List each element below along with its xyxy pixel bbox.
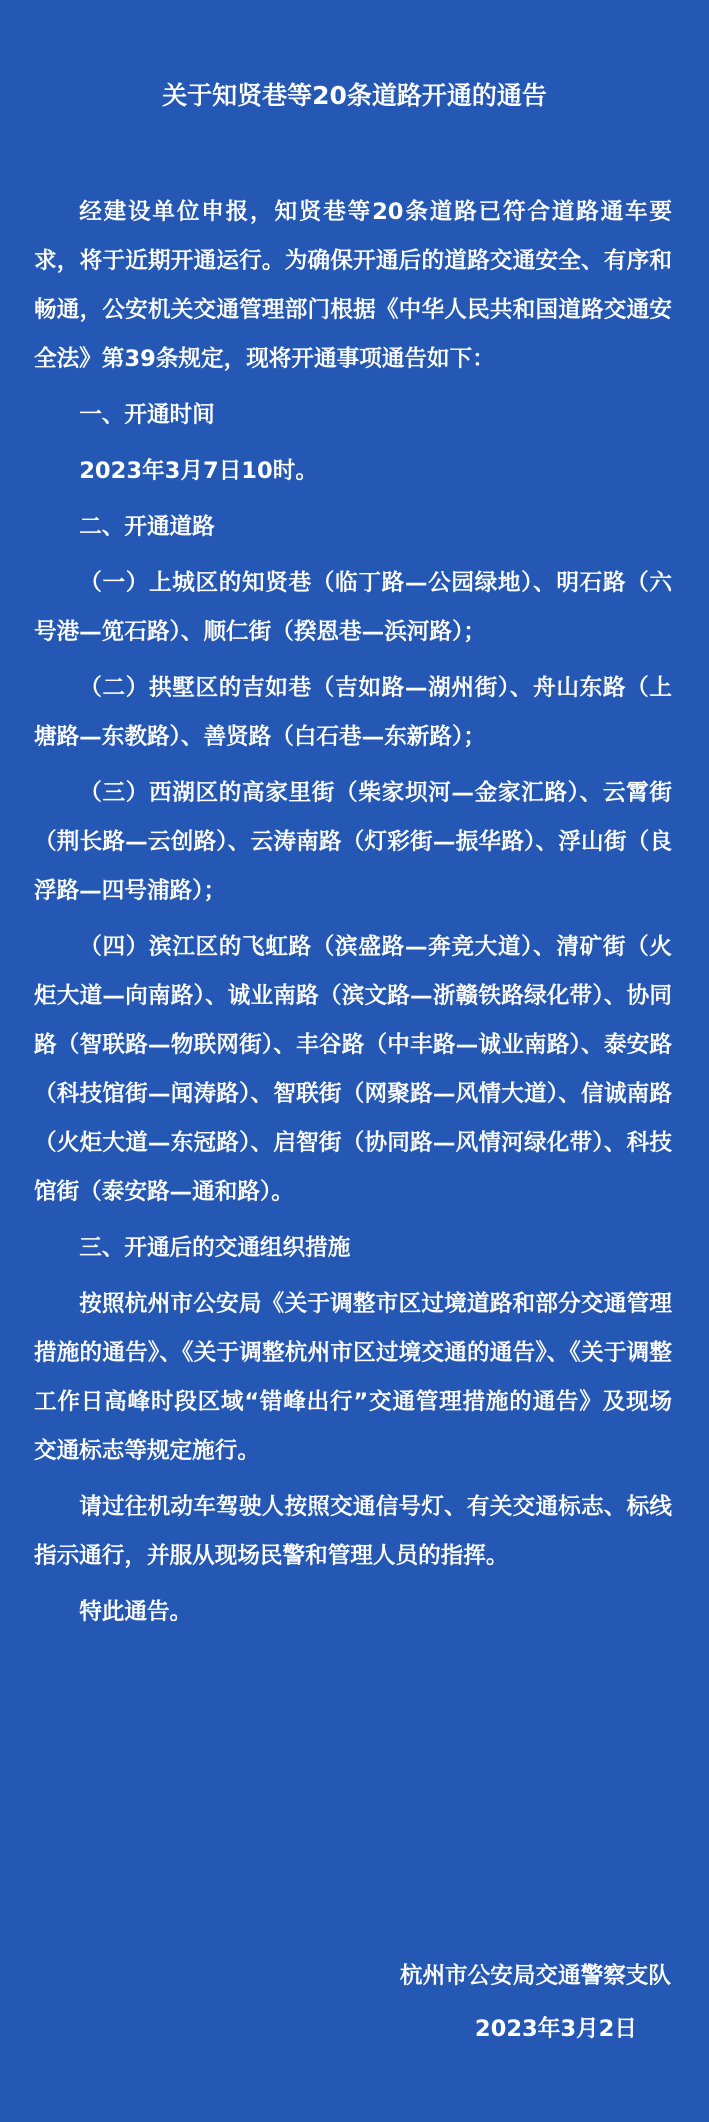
intro-paragraph: 经建设单位申报，知贤巷等20条道路已符合道路通车要求，将于近期开通运行。为确保开通后的道路交通安全、有序和畅通，公安机关交通管理部门根据《中华人民共和国道路交通安全法》第39条规定，现将开通事项通告如下： (34, 199, 672, 372)
section-heading-time: 一、开通时间 (79, 402, 215, 428)
measures-paragraph: 按照杭州市公安局《关于调整市区过境道路和部分交通管理措施的通告》、《关于调整杭州市区过境交通的通告》、《关于调整工作日高峰时段区域“错峰出行”交通管理措施的通告》及现场交通标志等规定施行。 (34, 1291, 672, 1464)
roads-xihu-paragraph: （三）西湖区的高家里街（柴家坝河—金家汇路）、云霄街（荆长路—云创路）、云涛南路（灯彩街—振华路）、浮山街（良浮路—四号浦路）； (34, 780, 672, 904)
roads-shangcheng-paragraph: （一）上城区的知贤巷（临丁路—公园绿地）、明石路（六号港—笕石路）、顺仁街（揆恩巷—浜河路）； (34, 570, 672, 645)
section-heading-measures: 三、开通后的交通组织措施 (79, 1235, 351, 1261)
roads-gongshu-paragraph: （二）拱墅区的吉如巷（吉如路—湖州街）、舟山东路（上塘路—东教路）、善贤路（白石巷—东新路）； (34, 675, 672, 750)
roads-binjiang-paragraph: （四）滨江区的飞虹路（滨盛路—奔竞大道）、清矿街（火炬大道—向南路）、诚业南路（滨文路—浙赣铁路绿化带）、协同路（智联路—物联网街）、丰谷路（中丰路—诚业南路）、泰安路（科技馆街—闻涛路）、智联街（网聚路—风情大道）、信诚南路（火炬大道—东冠路）、启智街（协同路—风情河绿化带）、科技馆街（泰安路—通和路）。 (34, 934, 672, 1205)
signature-block (400, 1950, 671, 2056)
opening-time-paragraph: 2023年3月7日10时。 (79, 458, 318, 484)
section-heading-roads: 二、开通道路 (79, 514, 215, 540)
issuer-name: 杭州市公安局交通警察支队 (399, 1963, 671, 1989)
closing-paragraph: 特此通告。 (79, 1599, 193, 1625)
notice-title: 关于知贤巷等20条道路开通的通告 (162, 81, 547, 110)
driver-instruction-paragraph: 请过往机动车驾驶人按照交通信号灯、有关交通标志、标线指示通行，并服从现场民警和管理人员的指挥。 (34, 1494, 672, 1569)
notice-body (34, 188, 672, 1637)
issue-date: 2023年3月2日 (474, 2016, 637, 2042)
